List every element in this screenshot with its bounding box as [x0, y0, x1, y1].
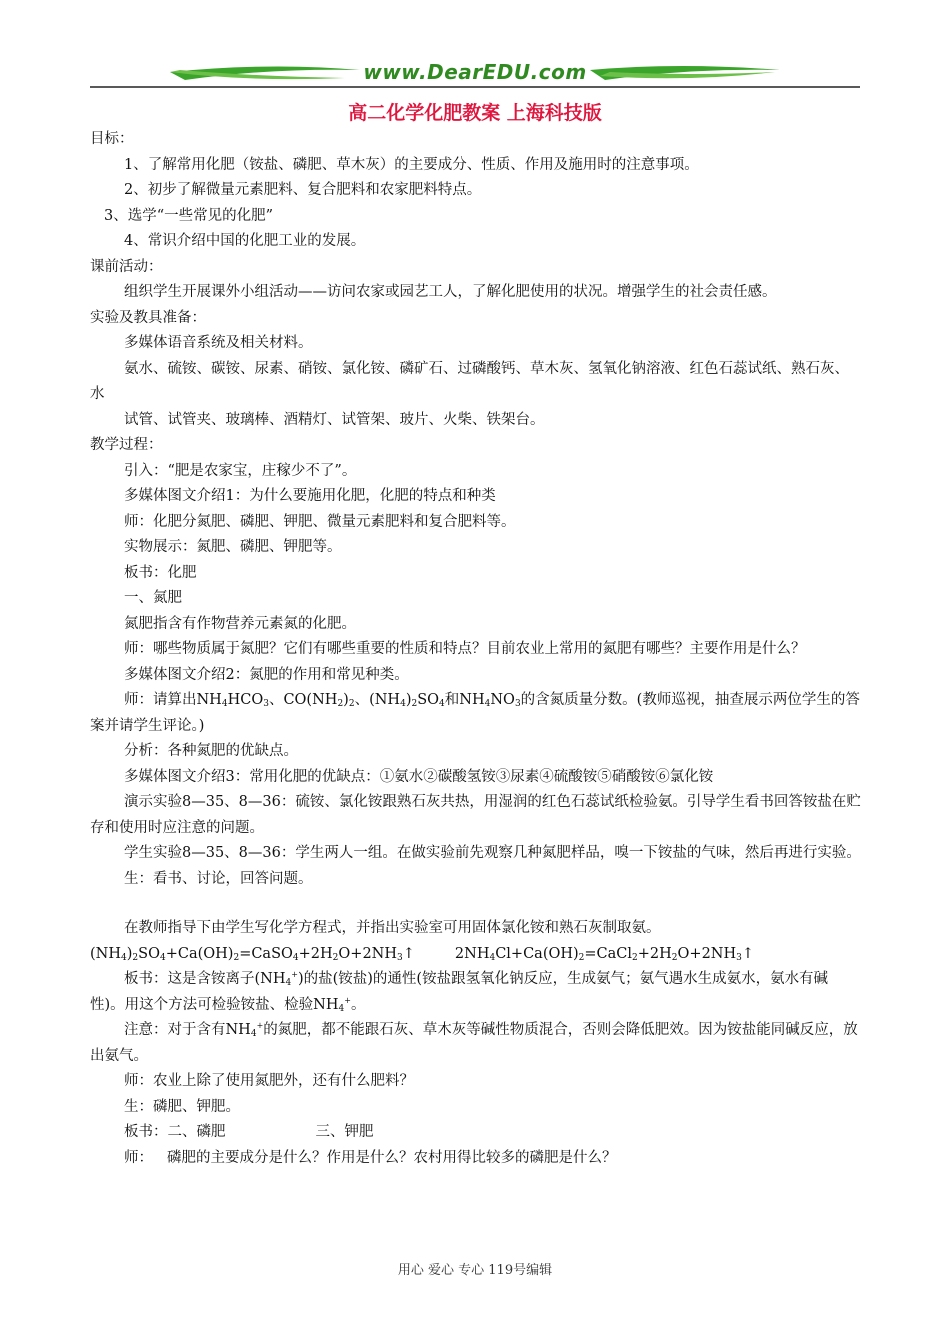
process-teacher-4: 师： 磷肥的主要成分是什么？作用是什么？农村用得比较多的磷肥是什么？: [124, 1149, 617, 1166]
process-multimedia-1: 多媒体图文介绍1：为什么要施用化肥，化肥的特点和种类: [124, 488, 496, 504]
student-response-1: 生：看书、讨论，回答问题。: [124, 870, 313, 887]
calc-question: 师：请算出$NH_4HCO_3$、$CO(NH_2)_2$、$(NH_4)_2SO_4$和$NH_4NO_3$的含氮质量分数。(教师巡视，抽查展示两位学生的答案并请学生评论。): [90, 692, 860, 734]
process-display: 实物展示：氮肥、磷肥、钾肥等。: [124, 539, 342, 555]
goal-item-1: 1、了解常用化肥（铵盐、磷肥、草木灰）的主要成分、性质、作用及施用时的注意事项。: [124, 156, 699, 173]
subheading-nitrogen: 一、氮肥: [124, 590, 182, 606]
board-ammonium-properties: 板书：这是含铵离子$(NH_4^+)$的盐(铵盐)的通性(铵盐跟氢氧化钠反应，生成氨气；氨气遇水生成氨水，氨水有碱性)。用这个方法可检验铵盐、检验$NH_4^+$。: [90, 970, 829, 1014]
goal-item-3: 3、选学“一些常见的化肥”: [104, 207, 274, 224]
process-multimedia-3: 多媒体图文介绍3：常用化肥的优缺点：①氨水②碳酸氢铵③尿素④硫酸铵⑤硝酸铵⑥氯化铵: [124, 768, 714, 785]
page-title: 高二化学化肥教案 上海科技版: [348, 102, 602, 124]
goal-item-2: 2、初步了解微量元素肥料、复合肥料和农家肥料特点。: [124, 182, 482, 198]
process-teacher-3: 师：农业上除了使用氮肥外，还有什么肥料？: [124, 1073, 414, 1089]
site-logo-text[interactable]: www.DearEDU.com: [363, 60, 587, 84]
student-experiment: 学生实验8—35、8—36：学生两人一组。在做实验前先观察几种氮肥样品，嗅一下铵盐的气味，然后再进行实验。: [124, 845, 861, 861]
pre-activity-text: 组织学生开展课外小组活动——访问农家或园艺工人，了解化肥使用的状况。增强学生的社会责任感。: [124, 284, 777, 300]
chemical-equations: [90, 942, 862, 968]
equation-instruction: 在教师指导下由学生写化学方程式，并指出实验室可用固体氯化铵和熟石灰制取氨。: [124, 920, 661, 936]
process-multimedia-2: 多媒体图文介绍2：氮肥的作用和常见种类。: [124, 666, 409, 683]
materials-chemicals: 氨水、硫铵、碳铵、尿素、硝铵、氯化铵、磷矿石、过磷酸钙、草木灰、氢氧化钠溶液、红色石蕊试纸、熟石灰、水: [90, 360, 849, 402]
demo-experiment: 演示实验8—35、8—36：硫铵、氯化铵跟熟石灰共热，用湿润的红色石蕊试纸检验氨。引导学生看书回答铵盐在贮存和使用时应注意的问题。: [90, 794, 861, 836]
process-teacher-2: 师：哪些物质属于氮肥？它们有哪些重要的性质和特点？目前农业上常用的氮肥有哪些？主要作用是什么？: [124, 641, 806, 657]
process-intro: 引入：“肥是农家宝，庄稼少不了”。: [124, 462, 357, 479]
blank-line: [90, 892, 862, 916]
page-footer: 用心 爱心 专心 119号编辑: [397, 1263, 553, 1278]
section-heading-goals: 目标：: [90, 131, 134, 147]
site-header: [90, 58, 860, 92]
materials-multimedia: 多媒体语音系统及相关材料。: [124, 335, 313, 351]
lesson-body: [90, 127, 862, 1171]
process-teacher-1: 师：化肥分氮肥、磷肥、钾肥、微量元素肥料和复合肥料等。: [124, 513, 516, 530]
nitrogen-definition: 氮肥指含有作物营养元素氮的化肥。: [124, 615, 356, 632]
materials-equipment: 试管、试管夹、玻璃棒、酒精灯、试管架、玻片、火柴、铁架台。: [124, 411, 545, 428]
caution-note: 注意：对于含有$NH_4^+$的氮肥，都不能跟石灰、草木灰等碱性物质混合，否则会降低肥效。因为铵盐能同碱反应，放出氨气。: [90, 1021, 858, 1064]
process-board-1: 板书：化肥: [124, 564, 197, 581]
section-heading-materials: 实验及教具准备：: [90, 309, 206, 326]
goal-item-4: 4、常识介绍中国的化肥工业的发展。: [124, 233, 366, 249]
board-phosphorus-potassium: 板书：二、磷肥 三、钾肥: [124, 1124, 374, 1140]
section-heading-process: 教学过程：: [90, 437, 163, 453]
section-heading-pre-activity: 课前活动：: [90, 258, 163, 275]
equation-1: $(NH_4)_2SO_4+Ca(OH)_2=CaSO_4+2H_2O+2NH_3↑$: [90, 945, 415, 963]
student-response-2: 生：磷肥、钾肥。: [124, 1098, 240, 1115]
process-analysis: 分析：各种氮肥的优缺点。: [124, 743, 298, 759]
equation-2: $2NH_4Cl+Ca(OH)_2=CaCl_2+2H_2O+2NH_3↑$: [454, 945, 755, 963]
